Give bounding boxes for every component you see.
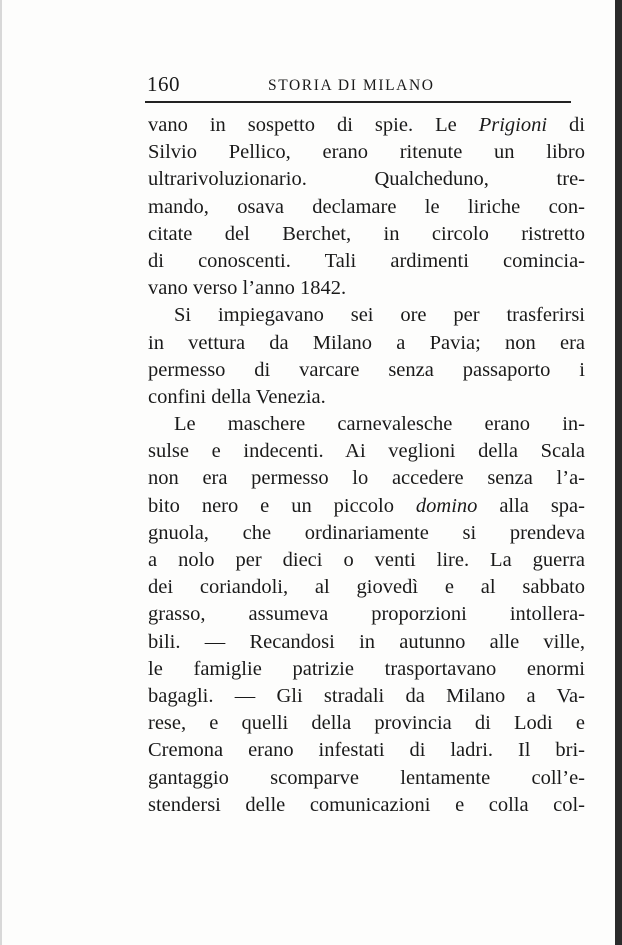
page-binding-edge: [615, 0, 622, 945]
text-line: sulse e indecenti. Ai veglioni della Scala: [148, 440, 585, 463]
text-line: non era permesso lo accedere senza l’a-: [148, 467, 585, 490]
text-line: grasso, assumeva proporzioni intollera-: [148, 603, 585, 626]
running-title: STORIA DI MILANO: [268, 77, 435, 94]
text-line-paragraph-end: confini della Venezia.: [148, 385, 326, 408]
text-line: in vettura da Milano a Pavia; non era: [148, 331, 585, 354]
text-line: Silvio Pellico, erano ritenute un libro: [148, 141, 585, 164]
page-number: 160: [147, 72, 180, 96]
text-line: bagagli. — Gli stradali da Milano a Va-: [148, 684, 585, 707]
text-line: ultrarivoluzionario. Qualcheduno, tre-: [148, 168, 585, 191]
text-line: citate del Berchet, in circolo ristretto: [148, 222, 585, 245]
text-line: rese, e quelli della provincia di Lodi e: [148, 712, 585, 735]
text-line: dei coriandoli, al giovedì e al sabbato: [148, 576, 585, 599]
text-line: gantaggio scomparve lentamente coll’e-: [148, 766, 585, 789]
text-line: di conoscenti. Tali ardimenti comincia-: [148, 249, 585, 272]
text-line-paragraph-start: Le maschere carnevalesche erano in-: [174, 413, 585, 436]
text-line: a nolo per dieci o venti lire. La guerra: [148, 549, 585, 571]
text-line: Cremona erano infestati di ladri. Il bri-: [148, 739, 585, 762]
text-line: mando, osava declamare le liriche con-: [148, 195, 585, 218]
text-line-paragraph-end: vano verso l’anno 1842.: [148, 277, 347, 300]
text-line: bili. — Recandosi in autunno alle ville,: [148, 630, 585, 653]
text-line: gnuola, che ordinariamente si prendeva: [148, 521, 585, 544]
text-line: permesso di varcare senza passaporto i: [148, 358, 585, 381]
text-line: le famiglie patrizie trasportavano enormi: [148, 657, 585, 680]
body-text: [148, 112, 585, 819]
header-rule: [145, 101, 571, 103]
page-left-edge: [0, 0, 2, 945]
text-line: stendersi delle comunicazioni e colla col-: [148, 793, 585, 816]
text-line-paragraph-start: Si impiegavano sei ore per trasferirsi: [174, 304, 585, 327]
text-line: vano in sospetto di spie. Le Prigioni di: [148, 114, 585, 136]
text-line: bito nero e un piccolo domino alla spa-: [148, 494, 585, 517]
